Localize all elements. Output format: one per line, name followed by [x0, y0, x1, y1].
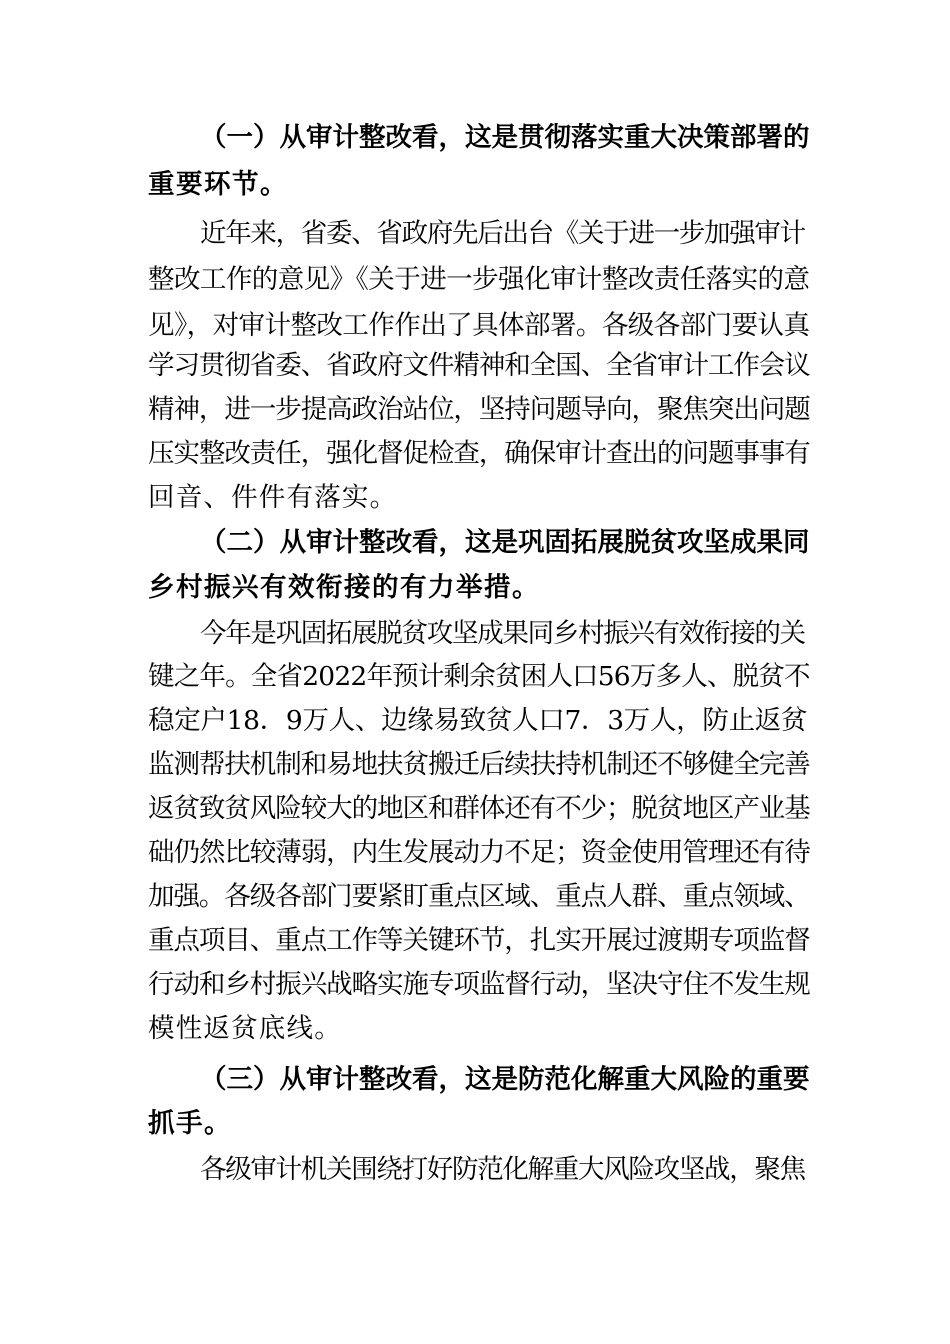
paragraph-line: 精神，进一步提高政治站位，坚持问题导向，聚焦突出问题	[148, 394, 810, 425]
section-heading-2: （二）从审计整改看，这是巩固拓展脱贫攻坚成果同	[200, 527, 810, 558]
paragraph-line: 键之年。全省2022年预计剩余贫困人口56万多人、脱贫不	[148, 661, 810, 692]
section-heading-2-cont: 乡村振兴有效衔接的有力举措。	[148, 572, 540, 603]
paragraph-line: 压实整改责任，强化督促检查，确保审计查出的问题事事有	[148, 438, 810, 469]
paragraph-line: 整改工作的意见》《关于进一步强化审计整改责任落实的意	[148, 264, 810, 295]
paragraph-line: 学习贯彻省委、省政府文件精神和全国、全省审计工作会议	[148, 350, 810, 381]
paragraph-line: 加强。各级各部门要紧盯重点区域、重点人群、重点领域、	[148, 881, 810, 912]
paragraph-line: 模性返贫底线。	[148, 1013, 342, 1044]
paragraph-line: 行动和乡村振兴战略实施专项监督行动，坚决守住不发生规	[148, 969, 810, 1000]
paragraph-line: 各级审计机关围绕打好防范化解重大风险攻坚战，聚焦	[200, 1154, 805, 1185]
paragraph-line: 监测帮扶机制和易地扶贫搬迁后续扶持机制还不够健全完善	[148, 749, 810, 780]
paragraph-line: 见》，对审计整改工作作出了具体部署。各级各部门要认真	[148, 310, 810, 341]
paragraph-line: 近年来，省委、省政府先后出台《关于进一步加强审计	[200, 218, 805, 249]
paragraph-line: 今年是巩固拓展脱贫攻坚成果同乡村振兴有效衔接的关	[200, 618, 805, 649]
section-heading-3-cont: 抓手。	[148, 1108, 232, 1139]
section-heading-3: （三）从审计整改看，这是防范化解重大风险的重要	[200, 1064, 810, 1095]
section-heading-1: （一）从审计整改看，这是贯彻落实重大决策部署的	[200, 122, 810, 153]
paragraph-line: 重点项目、重点工作等关键环节，扎实开展过渡期专项监督	[148, 925, 810, 956]
paragraph-line: 稳定户18．9万人、边缘易致贫人口7．3万人，防止返贫	[148, 705, 808, 736]
section-heading-1-cont: 重要环节。	[148, 169, 288, 200]
paragraph-line: 返贫致贫风险较大的地区和群体还有不少；脱贫地区产业基	[148, 793, 810, 824]
paragraph-line: 础仍然比较薄弱，内生发展动力不足；资金使用管理还有待	[148, 837, 810, 868]
paragraph-line: 回音、件件有落实。	[148, 482, 398, 513]
